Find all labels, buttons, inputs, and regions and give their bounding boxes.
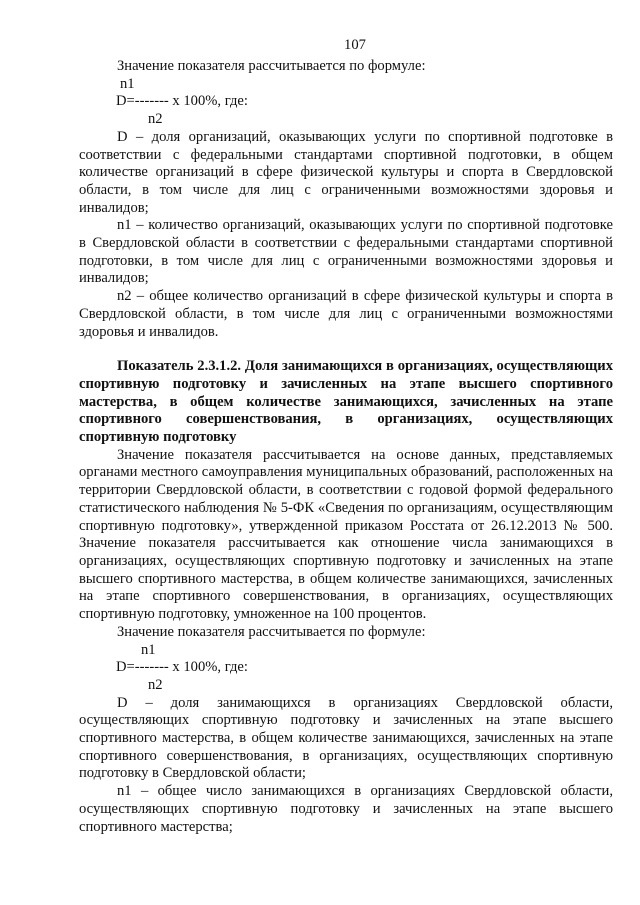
formula-intro-2: Значение показателя рассчитывается по формуле: bbox=[117, 623, 426, 640]
definition-n1: n1 – количество организаций, оказывающих услуги по спортивной подготовке в Свердловской области в соответствии с федеральными стандартами спортивной подготовки, в том числе для лиц с ограниченными возможностями здоровья и инвалидов; bbox=[79, 217, 613, 287]
formula-intro: Значение показателя рассчитывается по формуле: bbox=[117, 58, 426, 74]
definition-n1-2: n1 – общее число занимающихся в организациях Свердловской области, осуществляющих спортивную подготовку и зачисленных на этапе высшего спортивного мастерства; bbox=[79, 783, 613, 835]
formula-denominator-2: n2 bbox=[148, 676, 163, 693]
indicator-description: Значение показателя рассчитывается на основе данных, представляемых органами местного самоуправления муниципальных образований, расположенных на территории Свердловской области, в соответствии с годовой формой федерального статистического наблюдения № 5-ФК «Сведения по организациям, осуществляющим спортивную подготовку», утвержденной приказом Росстата от 26.12.2013 № 500. Значение показателя рассчитывается как отношение числа занимающихся в организациях, осуществляющих спортивную подготовку и зачисленных на этапе высшего спортивного мастерства, в общем количестве занимающихся, зачисленных на этапе спортивного совершенствования, в организациях, осуществляющих спортивную подготовку, умноженное на 100 процентов. bbox=[79, 446, 613, 623]
definition-d-2: D – доля занимающихся в организациях Свердловской области, осуществляющих спортивную подготовку и зачисленных на этапе высшего спортивного мастерства, в общем количестве занимающихся, зачисленных на этапе спортивного совершенствования, в организациях, осуществляющих спортивную подготовку в Свердловской области; bbox=[79, 694, 613, 782]
document-page bbox=[79, 36, 613, 836]
formula-main: D=------- x 100%, где: bbox=[116, 93, 248, 110]
indicator-heading: Показатель 2.3.1.2. Доля занимающихся в организациях, осуществляющих спортивную подготовку и зачисленных на этапе высшего спортивного мастерства, в общем количестве занимающихся, зачисленных на этапе спортивного совершенствования, в организациях, осуществляющих спортивную подготовку bbox=[79, 358, 613, 446]
formula-numerator: n1 bbox=[120, 75, 135, 92]
page-number: 107 bbox=[344, 37, 366, 53]
formula-main-2: D=------- x 100%, где: bbox=[116, 659, 248, 676]
formula-denominator: n2 bbox=[148, 111, 163, 128]
formula-numerator-2: n1 bbox=[141, 641, 156, 658]
definition-n2: n2 – общее количество организаций в сфере физической культуры и спорта в Свердловской области, в том числе для лиц с ограниченными возможностями здоровья и инвалидов. bbox=[79, 288, 613, 340]
definition-d: D – доля организаций, оказывающих услуги по спортивной подготовке в соответствии с федеральными стандартами спортивной подготовки, в общем количестве организаций в сфере физической культуры и спорта в Свердловской области, в том числе для лиц с ограниченными возможностями здоровья и инвалидов; bbox=[79, 128, 613, 216]
